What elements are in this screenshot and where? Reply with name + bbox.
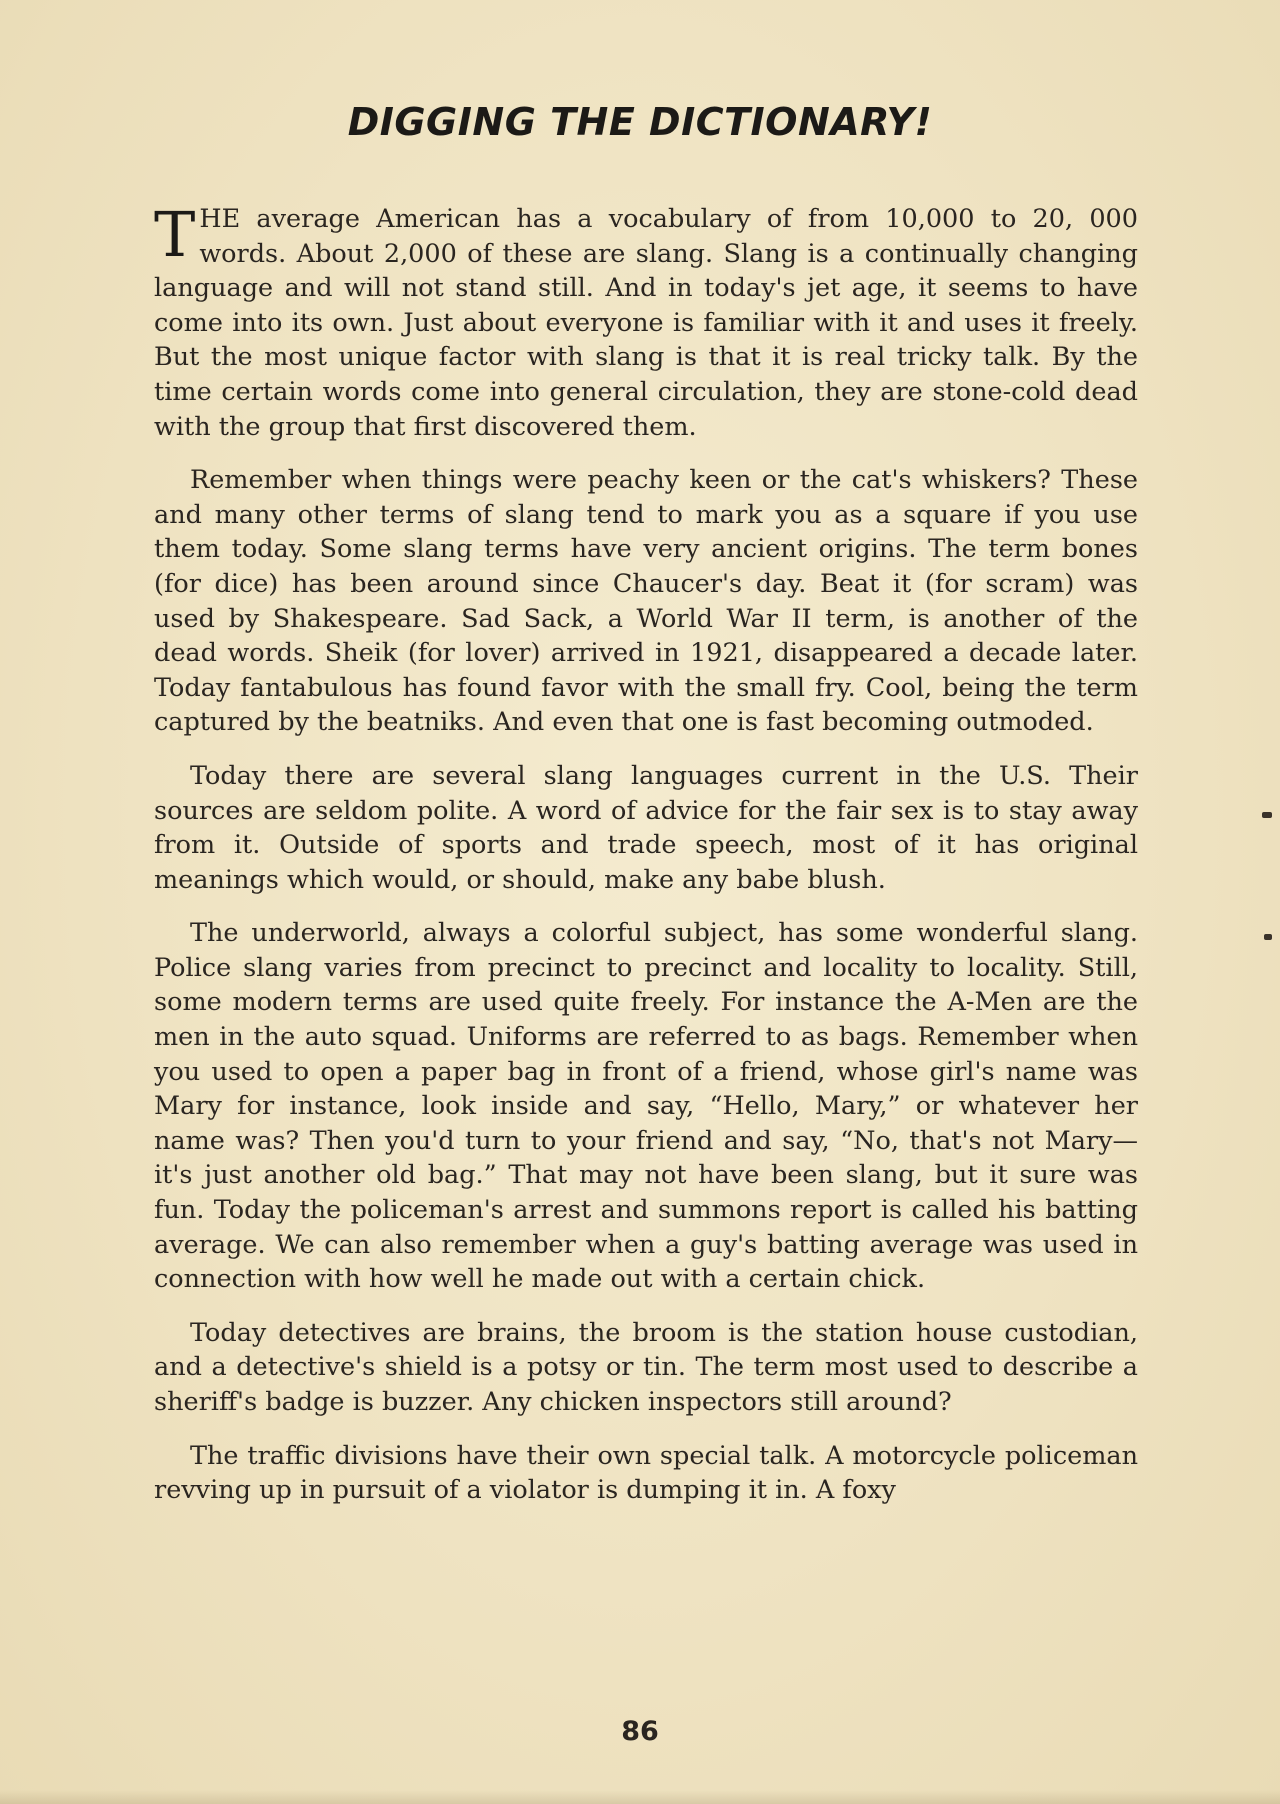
page-number: 86 xyxy=(621,1716,659,1747)
drop-cap: T xyxy=(154,198,196,271)
paragraph-1-text: HE average American has a vocabulary of from 10,000 to 20, 000 words. About 2,000 of these are slang. Slang is a continually changing language and will not stand still. And in today's jet age, it seems to have come into its own. Just about everyone is familiar with it and uses it freely. But the most unique factor with slang is that it is real tricky talk. By the time certain words come into general circulation, they are stone-cold dead with the group that first discovered them. xyxy=(154,204,1138,442)
paragraph-5: Today detectives are brains, the broom is the station house custodian, and a detective's shield is a potsy or tin. The term most used to describe a sheriff's badge is buzzer. Any chicken inspectors still around? xyxy=(154,1317,1138,1417)
margin-ink-mark xyxy=(1262,812,1272,818)
margin-ink-mark xyxy=(1264,934,1272,940)
paragraph-6: The traffic divisions have their own special talk. A motorcycle policeman revving up in pursuit of a violator is dumping it in. A foxy xyxy=(154,1440,1138,1506)
paragraph-2: Remember when things were peachy keen or the cat's whiskers? These and many other terms of slang tend to mark you as a square if you use them today. Some slang terms have very ancient origins. The term bones (for dice) has been around since Chaucer's day. Beat it (for scram) was used by Shakespeare. Sad Sack, a World War II term, is another of the dead words. Sheik (for lover) arrived in 1921, disappeared a decade later. Today fantabulous has found favor with the small fry. Cool, being the term captured by the beatniks. And even that one is fast becoming outmoded. xyxy=(154,465,1138,738)
page-title: DIGGING THE DICTIONARY! xyxy=(347,100,933,144)
paragraph-4: The underworld, always a colorful subject, has some wonderful slang. Police slang varies from precinct to precinct and locality to locality. Still, some modern terms are used quite freely. For instance the A-Men are the men in the auto squad. Uniforms are referred to as bags. Remember when you used to open a paper bag in front of a friend, whose girl's name was Mary for instance, look inside and say, “Hello, Mary,” or whatever her name was? Then you'd turn to your friend and say, “No, that's not Mary—it's just another old bag.” That may not have been slang, but it sure was fun. Today the policeman's arrest and summons report is called his batting average. We can also remember when a guy's batting average was used in connection with how well he made out with a certain chick. xyxy=(154,918,1138,1295)
paragraph-1 xyxy=(154,198,1138,444)
article-body xyxy=(154,198,1138,1527)
paragraph-3: Today there are several slang languages current in the U.S. Their sources are seldom polite. A word of advice for the fair sex is to stay away from it. Outside of sports and trade speech, most of it has original meanings which would, or should, make any babe blush. xyxy=(154,760,1138,895)
